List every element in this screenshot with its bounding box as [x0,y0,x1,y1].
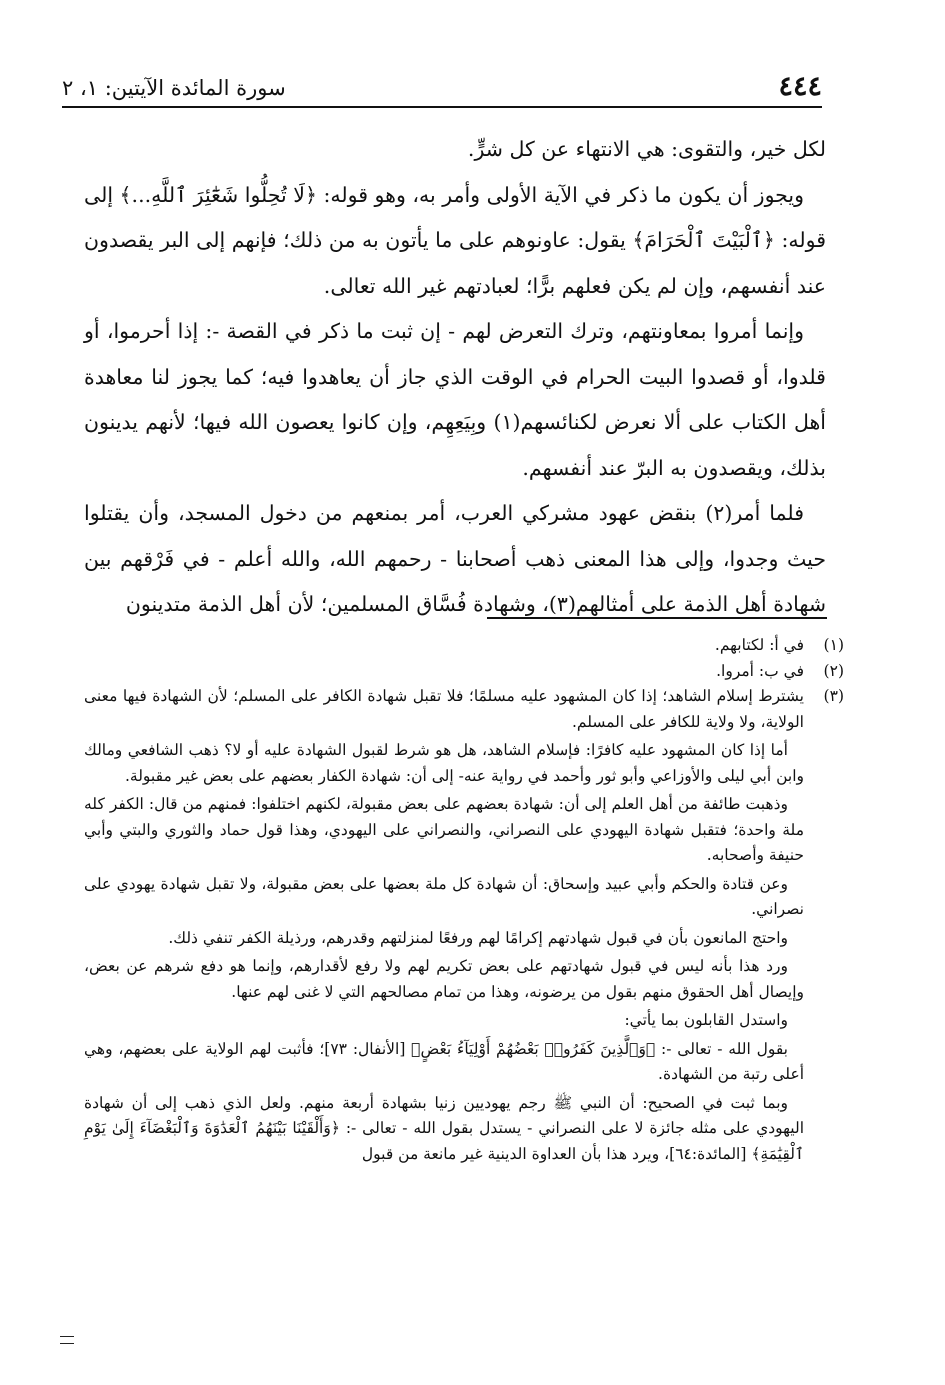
footnote-text [84,684,804,1167]
body-paragraph: فلما أمر(٢) بنقض عهود مشركي العرب، أمر بمنعهم من دخول المسجد، وأن يقتلوا حيث وجدوا، وإلى هذا المعنى ذهب أصحابنا - رحمهم الله، والله أعلم - في فَرْقهم بين شهادة أهل الذمة على أمثالهم(٣)، وشهادة فُسَّاق المسلمين؛ لأن أهل الذمة متدينون [84,501,826,616]
footnote-2 [84,659,844,685]
running-title: سورة المائدة الآيتين: ١، ٢ [62,76,286,100]
footnote-text [84,659,804,685]
footnote-number: (١) [823,636,844,654]
footnote-paragraph: يشترط إسلام الشاهد؛ إذا كان المشهود عليه مسلمًا؛ فلا تقبل شهادة الكافر على المسلم؛ لأن الشهادة فيها معنى الولاية، ولا ولاية للكافر على المسلم. [84,687,804,731]
page-number: ٤٤٤ [778,71,822,102]
footnote-paragraph: بقول الله - تعالى -: ﴿وَٱلَّذِينَ كَفَرُوا۟ بَعْضُهُمْ أَوْلِيَآءُ بَعْضٍ﴾ [الأنفال: ٧٣]؛ فأثبت لهم الولاية على بعضهم، وهي أعلى رتبة من الشهادة. [84,1039,804,1083]
footnote-text [84,633,804,659]
footnote-number: (٢) [823,661,844,680]
footnote-paragraph: في أ: لكتابهم. [714,636,804,654]
footnote-paragraph: وعن قتادة والحكم وأبي عبيد وإسحاق: أن شهادة كل ملة بعضها على بعض مقبولة، ولا تقبل شهادة يهودي على نصراني. [84,874,804,918]
footnote-paragraph: وذهبت طائفة من أهل العلم إلى أن: شهادة بعضهم على بعض مقبولة، لكنهم اختلفوا: فمنهم من قال: الكفر كله ملة واحدة؛ فتقبل شهادة اليهودي على النصراني، والنصراني على اليهودي، وهذا قول حماد والثوري والبتي وأبي حنيفة وأصحابه. [84,795,804,864]
body-paragraph: لكل خير، والتقوى: هي الانتهاء عن كل شرٍّ. [467,137,826,161]
footnote-number: (٣) [823,687,844,705]
body-paragraph: ويجوز أن يكون ما ذكر في الآية الأولى وأمر به، وهو قوله: ﴿لَا تُحِلُّوا شَعَٰٓئِرَ ٱللَّهِ...﴾ إلى قوله: ﴿ٱلْبَيْتَ ٱلْحَرَامَ﴾ يقول: عاونوهم على ما يأتون به من ذلك؛ فإنهم إلى البر يقصدون عند أنفسهم، وإن لم يكن فعلهم برًّا؛ لعبادتهم غير الله تعالى. [84,182,826,298]
main-text [84,127,826,628]
footnote-3 [84,684,844,1167]
footnote-paragraph: واحتج المانعون بأن في قبول شهادتهم إكرامًا لهم ورفعًا لمنزلتهم وقدرهم، ورذيلة الكفر تنفي ذلك. [168,928,788,947]
body-paragraph: وإنما أمروا بمعاونتهم، وترك التعرض لهم - إن ثبت ما ذكر في القصة -: إذا أحرموا، أو قلدوا، أو قصدوا البيت الحرام في الوقت الذي جاز أن يعاهدوا فيه؛ كما يجوز لنا معاهدة أهل الكتاب على ألا نعرض لكنائسهم(١) وبِيَعِهِم، وإن كانوا يعصون الله فيها؛ لأنهم يدينون بذلك، ويقصدون به البرّ عند أنفسهم. [84,319,827,480]
footnotes [84,633,844,1167]
footnote-paragraph: أما إذا كان المشهود عليه كافرًا: فإسلام الشاهد، هل هو شرط لقبول الشهادة عليه أو لا؟ ذهب الشافعي ومالك وابن أبي ليلى والأوزاعي وأبو ثور وأحمد في رواية عنه- إلى أن: شهادة الكفار بعضهم على بعض غير مقبولة. [84,741,804,785]
footnote-separator [487,617,827,619]
footnote-paragraph: وبما ثبت في الصحيح: أن النبي ﷺ رجم يهوديين زنيا بشهادة أربعة منهم. ولعل الذي ذهب إلى أن شهادة اليهودي على مثله جائزة لا على النصراني - يستدل بقول الله - تعالى -: ﴿وَأَلْقَيْنَا بَيْنَهُمُ ٱلْعَدَٰوَةَ وَٱلْبَغْضَآءَ إِلَىٰ يَوْمِ ٱلْقِيَٰمَةِ﴾ [المائدة:٦٤]، ويرد هذا بأن العداوة الدينية غير مانعة من قبول [84,1093,804,1163]
page-header [62,62,822,108]
footnote-1 [84,633,844,659]
footnote-paragraph: واستدل القابلون بما يأتي: [624,1011,788,1029]
footnote-paragraph: في ب: أمروا. [716,661,804,680]
continuation-mark [60,1336,74,1344]
footnote-paragraph: ورد هذا بأنه ليس في قبول شهادتهم على بعض تكريم لهم ولا رفع لأقدارهم، وإنما هو دفع شرهم عن بعض، وإيصال أهل الحقوق منهم بقول من يرضونه، وهذا من تمام مصالحهم التي لا غنى لهم عنها. [84,957,804,1001]
